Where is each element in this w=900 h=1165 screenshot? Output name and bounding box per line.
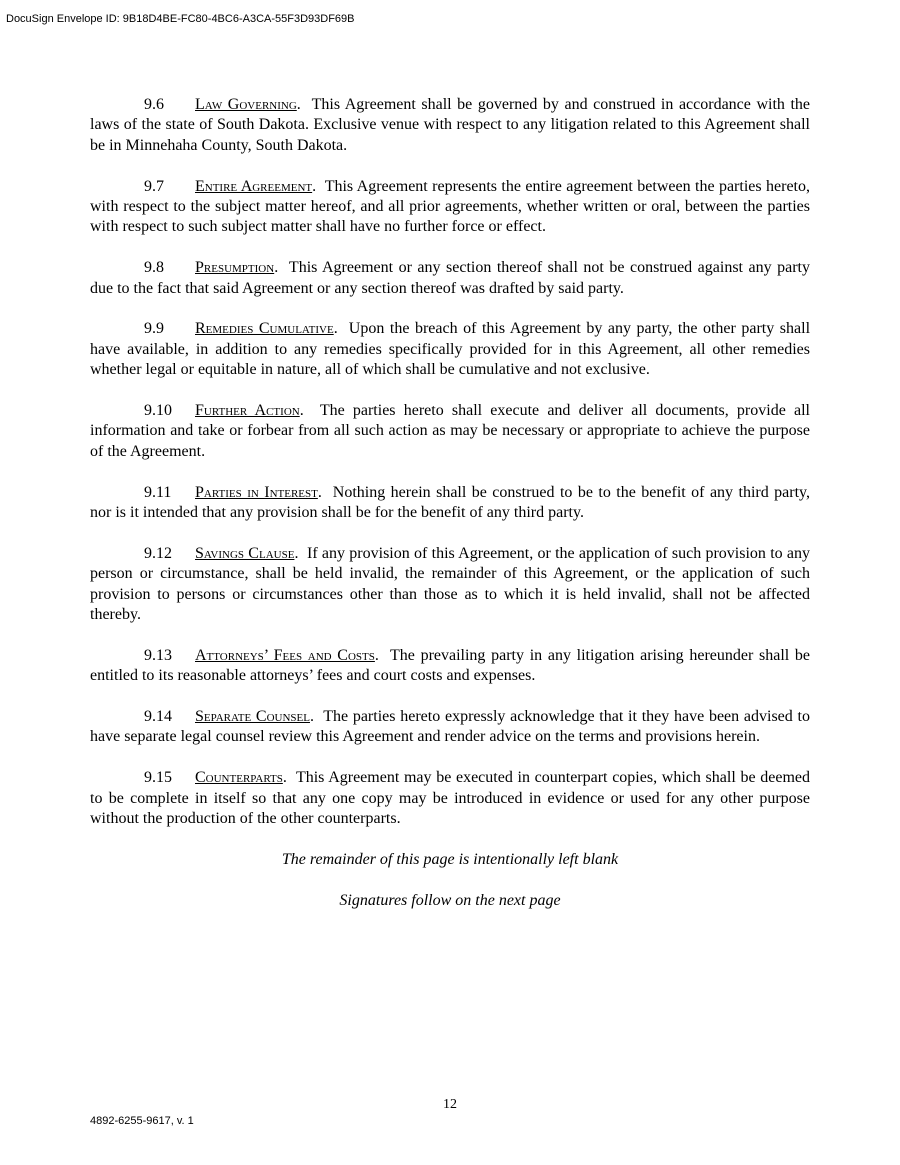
section-9-12: 9.12 Savings Clause. If any provision of this Agreement, or the application of such provision to any person or circumstance, shall be held invalid, the remainder of this Agreement, or the application of such provision to persons or circumstances other than those as to which it is held invalid, shall not be affected thereby. [90,544,811,624]
section-text: Upon the breach of this Agreement by any party, the other party shall have available, in addition to any remedies specifically provided for in this Agreement, all other remedies whether legal or equitable in nature, all of which shall be cumulative and not exclusive. [90,320,811,379]
section-9-10: 9.10 Further Action. The parties hereto shall execute and deliver all documents, provide all information and take or forbear from all such action as may be necessary or appropriate to achieve the purpose of the Agreement. [90,402,810,460]
section-heading: Savings Clause [195,544,295,562]
section-9-11: 9.11 Parties in Interest. Nothing herein shall be construed to be to the benefit of any third party, nor is it intended that any provision shall be for the benefit of any third party. [90,483,811,522]
document-id: 4892-6255-9617, v. 1 [90,1115,194,1127]
page-number: 12 [443,1097,457,1112]
section-number: 9.10 [144,402,172,420]
section-text: This Agreement represents the entire agreement between the parties hereto, with respect to the subject matter hereof, and all prior agreements, whether written or oral, between the parties with respect to such subject matter shall have no further force or effect. [90,177,810,236]
section-9-8: 9.8 Presumption. This Agreement or any section thereof shall not be construed against any party due to the fact that said Agreement or any section thereof was drafted by said party. [90,259,810,297]
section-number: 9.9 [144,320,164,338]
section-text: This Agreement may be executed in counterpart copies, which shall be deemed to be complete in itself so that any one copy may be introduced in evidence or used for any other purpose without the production of the other counterparts. [90,769,810,828]
section-text: If any provision of this Agreement, or the application of such provision to any person or circumstance, shall be held invalid, the remainder of this Agreement, or the application of such provision to persons or circumstances other than those as to which it is held invalid, shall not be affected thereby. [90,544,811,624]
section-text: Nothing herein shall be construed to be to the benefit of any third party, nor is it intended that any provision shall be for the benefit of any third party. [90,483,811,522]
section-heading: Law Governing [195,96,297,113]
section-text: This Agreement or any section thereof shall not be construed against any party due to the fact that said Agreement or any section thereof was drafted by said party. [90,259,810,297]
section-heading: Further Action [195,402,300,420]
section-text: The prevailing party in any litigation arising hereunder shall be entitled to its reasonable attorneys’ fees and court costs and expenses. [90,646,811,685]
section-number: 9.14 [144,708,172,726]
section-heading: Remedies Cumulative [195,320,334,338]
section-number: 9.11 [144,483,172,501]
section-text: This Agreement shall be governed by and construed in accordance with the laws of the state of South Dakota. Exclusive venue with respect to any litigation related to this Agreement shall be in Minnehaha County, South Dakota. [90,96,810,154]
section-heading: Attorneys’ Fees and Costs [195,646,375,664]
section-number: 9.12 [144,544,172,562]
section-9-15: 9.15 Counterparts. This Agreement may be executed in counterpart copies, which shall be deemed to be complete in itself so that any one copy may be introduced in evidence or used for any other purpose without the production of the other counterparts. [90,769,810,828]
section-heading: Counterparts [195,769,283,787]
section-number: 9.8 [144,259,164,277]
section-9-13: 9.13 Attorneys’ Fees and Costs. The prevailing party in any litigation arising hereunder shall be entitled to its reasonable attorneys’ fees and court costs and expenses. [90,646,811,685]
section-heading: Separate Counsel [195,708,310,726]
section-9-6: 9.6 Law Governing. This Agreement shall be governed by and construed in accordance with the laws of the state of South Dakota. Exclusive venue with respect to any litigation related to this Agreement shall be in Minnehaha County, South Dakota. [90,96,810,154]
closing-blank-note: The remainder of this page is intentionally left blank [281,850,619,868]
section-number: 9.15 [144,769,172,787]
section-heading: Presumption [195,259,275,277]
section-heading: Entire Agreement [195,177,313,195]
section-text: The parties hereto expressly acknowledge that it they have been advised to have separate legal counsel review this Agreement and render advice on the terms and provisions herein. [90,708,810,746]
section-heading: Parties in Interest [195,483,318,501]
section-9-9: 9.9 Remedies Cumulative. Upon the breach of this Agreement by any party, the other party shall have available, in addition to any remedies specifically provided for in this Agreement, all other remedies whether legal or equitable in nature, all of which shall be cumulative and not exclusive. [90,320,811,379]
section-number: 9.13 [144,646,172,664]
document-body [90,95,810,931]
section-number: 9.7 [144,177,164,195]
envelope-id: DocuSign Envelope ID: 9B18D4BE-FC80-4BC6-A3CA-55F3D93DF69B [6,13,355,25]
section-9-14: 9.14 Separate Counsel. The parties hereto expressly acknowledge that it they have been advised to have separate legal counsel review this Agreement and render advice on the terms and provisions herein. [90,708,810,746]
closing-signatures-note: Signatures follow on the next page [339,891,561,909]
section-text: The parties hereto shall execute and deliver all documents, provide all information and take or forbear from all such action as may be necessary or appropriate to achieve the purpose of the Agreement. [90,402,810,460]
section-number: 9.6 [144,96,164,113]
section-9-7: 9.7 Entire Agreement. This Agreement represents the entire agreement between the parties hereto, with respect to the subject matter hereof, and all prior agreements, whether written or oral, between the parties with respect to such subject matter shall have no further force or effect. [90,177,810,236]
